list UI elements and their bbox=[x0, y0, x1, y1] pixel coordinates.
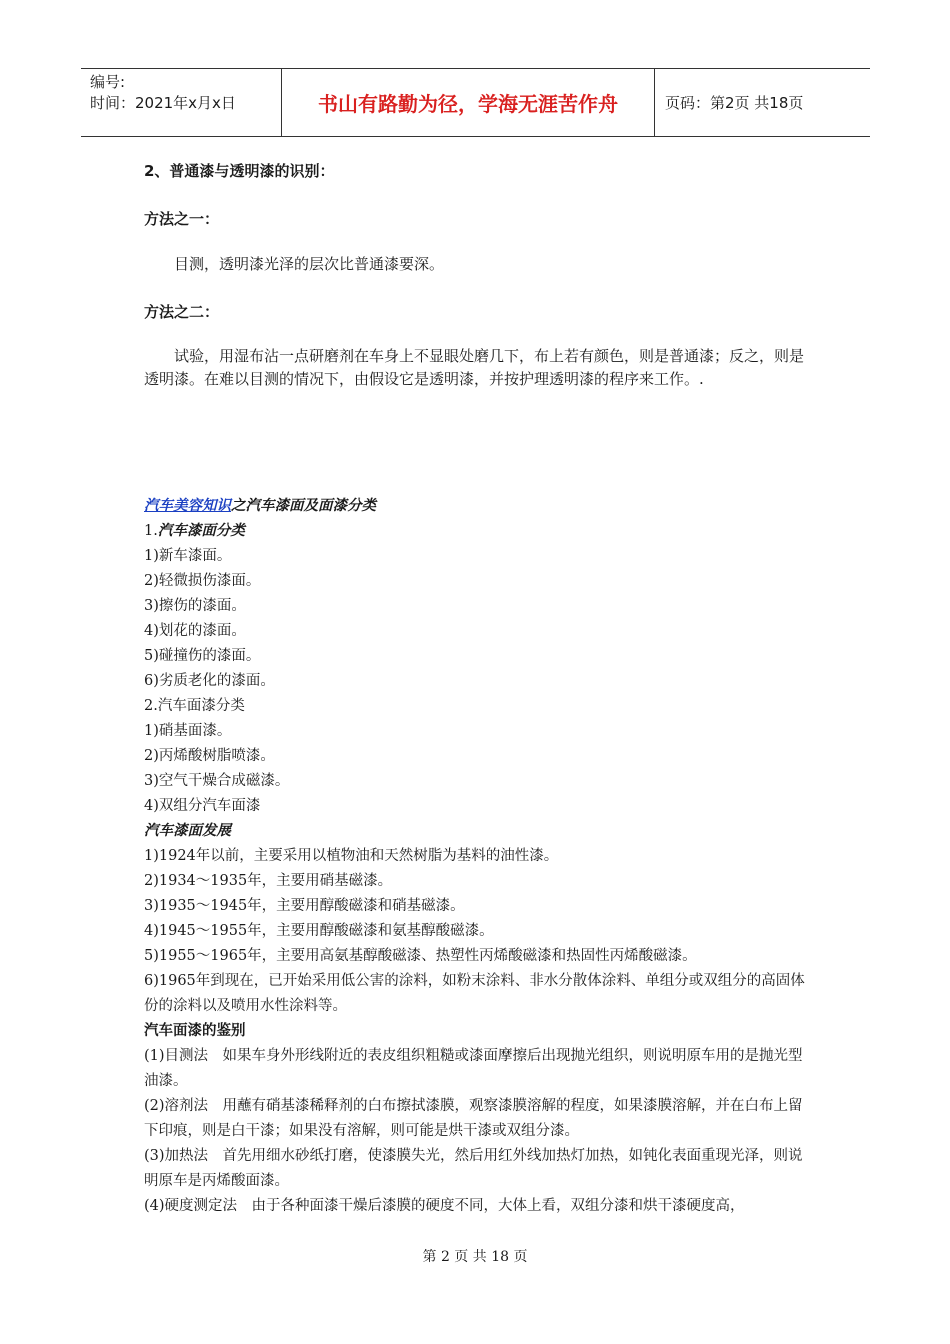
list-item: (3)加热法 首先用细水砂纸打磨，使漆膜失光，然后用红外线加热灯加热，如钝化表面重现光泽，则说明原车是丙烯酸面漆。 bbox=[144, 1148, 803, 1189]
list-item: 6)劣质老化的漆面。 bbox=[144, 673, 275, 689]
list-item: 5)碰撞伤的漆面。 bbox=[144, 648, 261, 664]
document-date: 时间：2021年x月x日 bbox=[90, 94, 236, 112]
list-item: 1)硝基面漆。 bbox=[144, 723, 232, 739]
section-paint-identification bbox=[144, 160, 812, 391]
sub2-list bbox=[144, 719, 812, 819]
knowledge-link[interactable]: 汽车美容知识 bbox=[144, 498, 231, 514]
sub1-number: 1. bbox=[144, 523, 158, 539]
list-item: 2)轻微损伤漆面。 bbox=[144, 573, 261, 589]
development-title: 汽车漆面发展 bbox=[144, 823, 231, 839]
list-item: 1)1924年以前，主要采用以植物油和天然树脂为基料的油性漆。 bbox=[144, 848, 559, 864]
method2-text: 试验，用湿布沾一点研磨剂在车身上不显眼处磨几下，布上若有颜色，则是普通漆；反之，则是透明漆。在难以目测的情况下，由假设它是透明漆，并按护理透明漆的程序来工作。. bbox=[144, 347, 805, 388]
list-item: 4)划花的漆面。 bbox=[144, 623, 246, 639]
list-item: 2)丙烯酸树脂喷漆。 bbox=[144, 748, 275, 764]
sub2-title: 2.汽车面漆分类 bbox=[144, 698, 245, 714]
list-item: 2)1934～1935年，主要用硝基磁漆。 bbox=[144, 873, 393, 889]
list-item: (4)硬度测定法 由于各种面漆干燥后漆膜的硬度不同，大体上看，双组分漆和烘干漆硬度高， bbox=[144, 1198, 745, 1214]
development-list bbox=[144, 844, 812, 1019]
method1-text: 目测，透明漆光泽的层次比普通漆要深。 bbox=[174, 255, 445, 273]
page-header bbox=[81, 68, 870, 137]
identification-list bbox=[144, 1044, 812, 1219]
header-meta bbox=[81, 69, 282, 136]
method2-title: 方法之二： bbox=[144, 303, 220, 321]
list-item: 3)空气干燥合成磁漆。 bbox=[144, 773, 290, 789]
section2-title bbox=[144, 494, 812, 519]
section-paint-classification bbox=[144, 494, 812, 1219]
section-heading: 2、普通漆与透明漆的识别： bbox=[144, 162, 335, 180]
list-item: 4)双组分汽车面漆 bbox=[144, 798, 261, 814]
sub1-list bbox=[144, 544, 812, 694]
list-item: (1)目测法 如果车身外形线附近的表皮组织粗糙或漆面摩擦后出现抛光组织，则说明原车用的是抛光型油漆。 bbox=[144, 1048, 803, 1089]
method1-title: 方法之一： bbox=[144, 210, 220, 228]
header-motto: 书山有路勤为径，学海无涯苦作舟 bbox=[282, 69, 655, 136]
list-item: 5)1955～1965年，主要用高氨基醇酸磁漆、热塑性丙烯酸磁漆和热固性丙烯酸磁漆。 bbox=[144, 948, 697, 964]
page-footer: 第 2 页 共 18 页 bbox=[422, 1249, 528, 1265]
list-item: 6)1965年到现在，已开始采用低公害的涂料，如粉末涂料、非水分散体涂料、单组分或双组分的高固体份的涂料以及喷用水性涂料等。 bbox=[144, 973, 805, 1014]
document-number-label: 编号: bbox=[90, 73, 126, 91]
list-item: 3)1935～1945年，主要用醇酸磁漆和硝基磁漆。 bbox=[144, 898, 465, 914]
list-item: 4)1945～1955年，主要用醇酸磁漆和氨基醇酸磁漆。 bbox=[144, 923, 494, 939]
list-item: 3)擦伤的漆面。 bbox=[144, 598, 246, 614]
list-item: 1)新车漆面。 bbox=[144, 548, 232, 564]
identification-title: 汽车面漆的鉴别 bbox=[144, 1023, 246, 1039]
section2-title-rest: 之汽车漆面及面漆分类 bbox=[231, 498, 376, 514]
sub1-title: 汽车漆面分类 bbox=[157, 523, 245, 539]
list-item: (2)溶剂法 用蘸有硝基漆稀释剂的白布擦拭漆膜，观察漆膜溶解的程度，如果漆膜溶解，并在白布上留下印痕，则是白干漆；如果没有溶解，则可能是烘干漆或双组分漆。 bbox=[144, 1098, 803, 1139]
sub1-heading bbox=[144, 519, 812, 544]
header-page-info: 页码：第2页 共18页 bbox=[665, 94, 804, 112]
